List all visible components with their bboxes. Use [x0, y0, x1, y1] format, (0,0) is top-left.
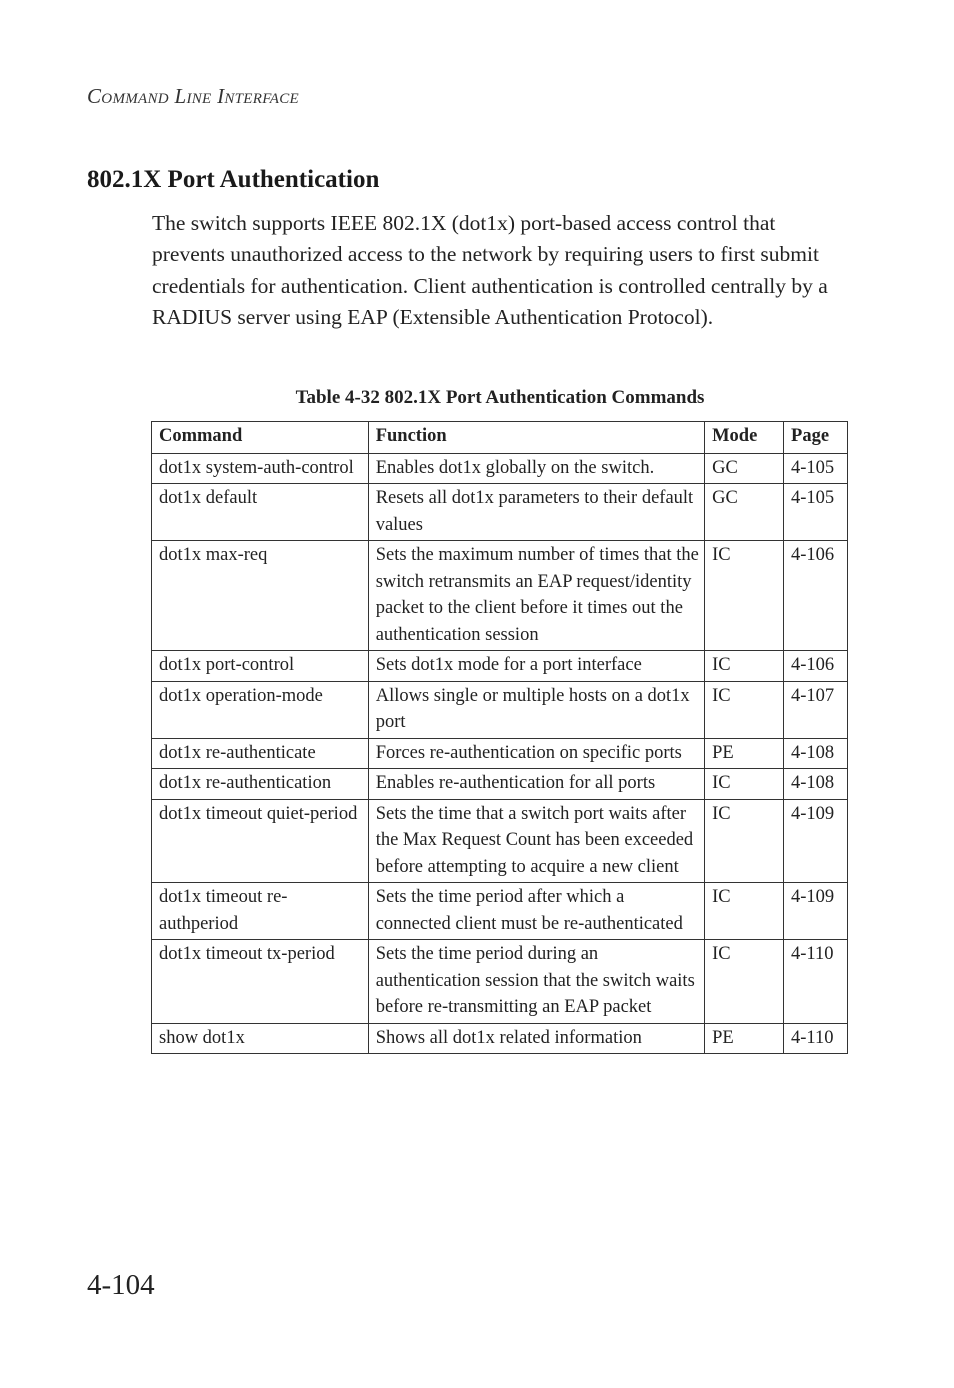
- page-cell: 4-105: [784, 484, 848, 541]
- mode-cell: PE: [705, 1023, 784, 1054]
- table-row: [152, 738, 848, 769]
- mode-cell: IC: [705, 883, 784, 940]
- page-cell: 4-110: [784, 1023, 848, 1054]
- table-row: [152, 940, 848, 1024]
- section-title: 802.1X Port Authentication: [87, 166, 380, 193]
- page-number: 4-104: [87, 1269, 155, 1301]
- page-cell: 4-109: [784, 883, 848, 940]
- header-command: Command: [152, 422, 369, 454]
- page-cell: 4-110: [784, 940, 848, 1024]
- page-cell: 4-106: [784, 651, 848, 682]
- function-cell: Allows single or multiple hosts on a dot1x port: [368, 681, 704, 738]
- mode-cell: IC: [705, 799, 784, 883]
- table-row: [152, 769, 848, 800]
- command-cell: dot1x re-authenticate: [152, 738, 369, 769]
- mode-cell: IC: [705, 651, 784, 682]
- command-cell: dot1x default: [152, 484, 369, 541]
- mode-cell: IC: [705, 541, 784, 651]
- table-caption: Table 4-32 802.1X Port Authentication Commands: [295, 387, 705, 408]
- function-cell: Enables dot1x globally on the switch.: [368, 453, 704, 484]
- table-row: [152, 883, 848, 940]
- table-row: [152, 799, 848, 883]
- function-cell: Sets the time period after which a connected client must be re-authenticated: [368, 883, 704, 940]
- command-cell: dot1x port-control: [152, 651, 369, 682]
- command-cell: dot1x timeout re-authperiod: [152, 883, 369, 940]
- function-cell: Sets the time that a switch port waits after the Max Request Count has been exceeded before attempting to acquire a new client: [368, 799, 704, 883]
- table-header-row: [152, 422, 848, 454]
- table-row: [152, 1023, 848, 1054]
- page-cell: 4-106: [784, 541, 848, 651]
- function-cell: Enables re-authentication for all ports: [368, 769, 704, 800]
- page-cell: 4-108: [784, 738, 848, 769]
- command-cell: dot1x operation-mode: [152, 681, 369, 738]
- command-cell: dot1x timeout tx-period: [152, 940, 369, 1024]
- page-cell: 4-107: [784, 681, 848, 738]
- command-cell: dot1x system-auth-control: [152, 453, 369, 484]
- header-page: Page: [784, 422, 848, 454]
- function-cell: Sets the time period during an authentication session that the switch waits before re-transmitting an EAP packet: [368, 940, 704, 1024]
- mode-cell: IC: [705, 940, 784, 1024]
- table-row: [152, 681, 848, 738]
- function-cell: Forces re-authentication on specific ports: [368, 738, 704, 769]
- running-head: Command Line Interface: [87, 84, 299, 108]
- page-cell: 4-108: [784, 769, 848, 800]
- command-cell: dot1x timeout quiet-period: [152, 799, 369, 883]
- page-cell: 4-105: [784, 453, 848, 484]
- command-table: [151, 421, 848, 1054]
- mode-cell: IC: [705, 681, 784, 738]
- mode-cell: GC: [705, 453, 784, 484]
- command-cell: dot1x max-req: [152, 541, 369, 651]
- intro-paragraph: The switch supports IEEE 802.1X (dot1x) port-based access control that prevents unauthorized access to the network by requiring users to first submit credentials for authentication. Client authentication is controlled centrally by a RADIUS server using EAP (Extensible Authentication Protocol).: [152, 211, 828, 329]
- function-cell: Resets all dot1x parameters to their default values: [368, 484, 704, 541]
- header-mode: Mode: [705, 422, 784, 454]
- table-row: [152, 453, 848, 484]
- command-cell: dot1x re-authentication: [152, 769, 369, 800]
- page-cell: 4-109: [784, 799, 848, 883]
- function-cell: Sets dot1x mode for a port interface: [368, 651, 704, 682]
- command-cell: show dot1x: [152, 1023, 369, 1054]
- mode-cell: GC: [705, 484, 784, 541]
- table-row: [152, 651, 848, 682]
- mode-cell: IC: [705, 769, 784, 800]
- table-row: [152, 541, 848, 651]
- mode-cell: PE: [705, 738, 784, 769]
- table-row: [152, 484, 848, 541]
- header-function: Function: [368, 422, 704, 454]
- function-cell: Sets the maximum number of times that the switch retransmits an EAP request/identity packet to the client before it times out the authentication session: [368, 541, 704, 651]
- function-cell: Shows all dot1x related information: [368, 1023, 704, 1054]
